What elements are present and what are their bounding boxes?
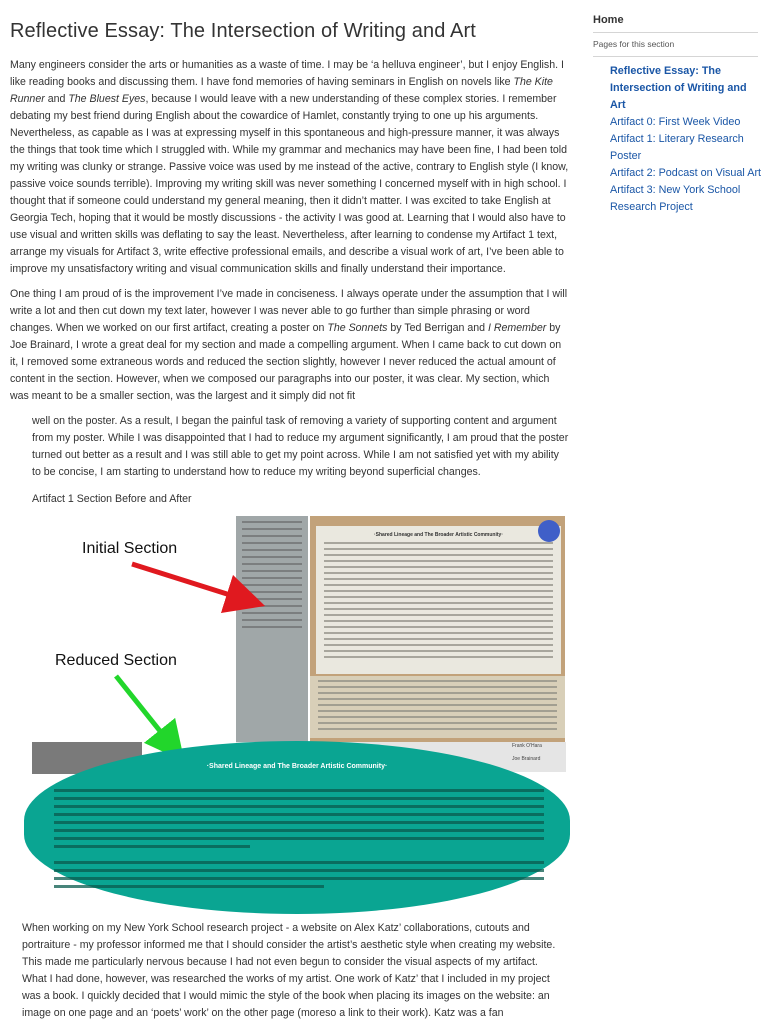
sidebar-item-artifact-0[interactable]: Artifact 0: First Week Video — [610, 116, 741, 128]
reduced-section-label: Reduced Section — [55, 652, 177, 669]
initial-section-label: Initial Section — [82, 540, 178, 557]
legend-item-frank-ohara: Frank O'Hara — [512, 743, 542, 749]
sidebar-home-link[interactable]: Home — [593, 14, 624, 26]
initial-section-heading: ·Shared Lineage and The Broader Artistic Community· — [373, 532, 503, 538]
sidebar-item-artifact-2[interactable]: Artifact 2: Podcast on Visual Art — [610, 167, 762, 179]
essay-paragraph-1 — [10, 57, 570, 278]
sidebar-item-artifact-1[interactable]: Artifact 1: Literary Research Poster — [610, 133, 744, 162]
sidebar-divider-2 — [593, 56, 758, 57]
p2-book-i-remember: I Remember — [487, 322, 547, 334]
sidebar-item-artifact-3[interactable]: Artifact 3: New York School Research Project — [610, 184, 741, 213]
p1-book-kite-runner: The Kite Runner — [10, 76, 553, 105]
red-arrow — [132, 564, 246, 600]
reduced-section-text — [54, 789, 544, 885]
p1-text-a: Many engineers consider the arts or humanities as a waste of time. I may be ‘a helluva engineer’, but I enjoy English. I like reading books and discussing them. I have fond memories of having seminars in English on novels like — [10, 59, 564, 88]
reduced-section-heading: ·Shared Lineage and The Broader Artistic Community· — [206, 763, 388, 770]
sidebar-item-reflective-essay[interactable]: Reflective Essay: The Intersection of Writing and Art — [610, 65, 747, 111]
essay-paragraph-4: When working on my New York School research project - a website on Alex Katz’ collaborations, cutouts and portraiture - my professor informed me that I should consider the artist’s aesthetic style when creating my website. This made me particularly nervous because I had not even begun to consider the visual aspects of my artifact. What I had done, however, was researched the works of my artist. One work of Katz’ that I included in my project was a book. I quickly decided that I would mimic the style of the book when placing its images on the website: an image on one page and an ‘poets’ work’ on the other page (moreso a link to their work). Katz was a fan — [22, 922, 556, 1019]
sidebar-divider — [593, 32, 758, 33]
arrows-overlay — [20, 514, 570, 774]
main-content — [10, 20, 570, 489]
green-arrow — [116, 676, 172, 746]
sidebar-page-list — [593, 63, 763, 216]
p2-text-b: by Ted Berrigan and — [387, 322, 488, 334]
p1-text-c: , because I would leave with a new understanding of these complex stories. I remember debating my best friend during English about the cowardice of Hamlet, constantly trying to one up his arguments. Nevertheless, as capable as I was at expressing myself in this spontaneous and high-pressure manner, it was always the things that took time which I struggled with. While my grammar and mechanics may have been fine, I had been told my writing was clunky or strange. Passive voice was used by me instead of the active, contrary to English style (I know, passive voice sounds terrible). Improving my writing skill was never something I concerned myself with in high school. I thought that if someone could understand my general meaning, then it didn’t matter. I was excited to take English at Georgia Tech, hoping that it would be mostly discussions - the activity I was good at. Learning that I would also have to use visual and written skills was deflating to say the least. Nevertheless, after learning to condense my Artifact 1 text, arrange my visuals for Artifact 3, write effective professional emails, and describe a visual work of art, I’ve been able to improve my unsatisfactory writing and visual communication skills and finally understand their importance. — [10, 93, 569, 275]
reduced-section-oval — [24, 741, 570, 914]
legend-item-joe-brainard: Joe Brainard — [512, 756, 541, 762]
p1-text-b: and — [44, 93, 69, 105]
p2-book-sonnets: The Sonnets — [327, 322, 388, 334]
sidebar-subheading: Pages for this section — [593, 39, 675, 49]
section-sidebar — [593, 14, 763, 216]
artifact-before-after-image — [20, 514, 570, 914]
essay-paragraph-2 — [10, 286, 570, 405]
p2-text-a: One thing I am proud of is the improvement I’ve made in conciseness. I always operate under the assumption that I will write a lot and then cut down my text later, however I was never able to go further than simple phrasing or word changes. When we worked on our first artifact, creating a poster on — [10, 288, 568, 334]
p2-text-c: by Joe Brainard, I wrote a great deal for my section and made a compelling argument. When I came back to cut down on it, I removed some extraneous words and reduced the section slightly, however I never reduced the actual amount of content in the section. However, when we composed our paragraphs into our poster, it was clear. My section, which was meant to be a smaller section, was the largest and it simply did not fit — [10, 322, 562, 402]
essay-paragraph-4-container — [22, 920, 562, 1022]
p1-book-bluest-eyes: The Bluest Eyes — [68, 93, 146, 105]
essay-paragraph-3: well on the poster. As a result, I began the painful task of removing a variety of supporting content and argument from my poster. While I was disappointed that I had to reduce my argument significantly, I am proud that the poster turned out better as a result and I was still able to get my point across. While I am not satisfied yet with my ability to be concise, I am starting to understand how to reduce my writing beyond superficial changes. — [32, 415, 569, 478]
page-title: Reflective Essay: The Intersection of Writing and Art — [10, 20, 476, 42]
figure-caption: Artifact 1 Section Before and After — [32, 493, 192, 505]
